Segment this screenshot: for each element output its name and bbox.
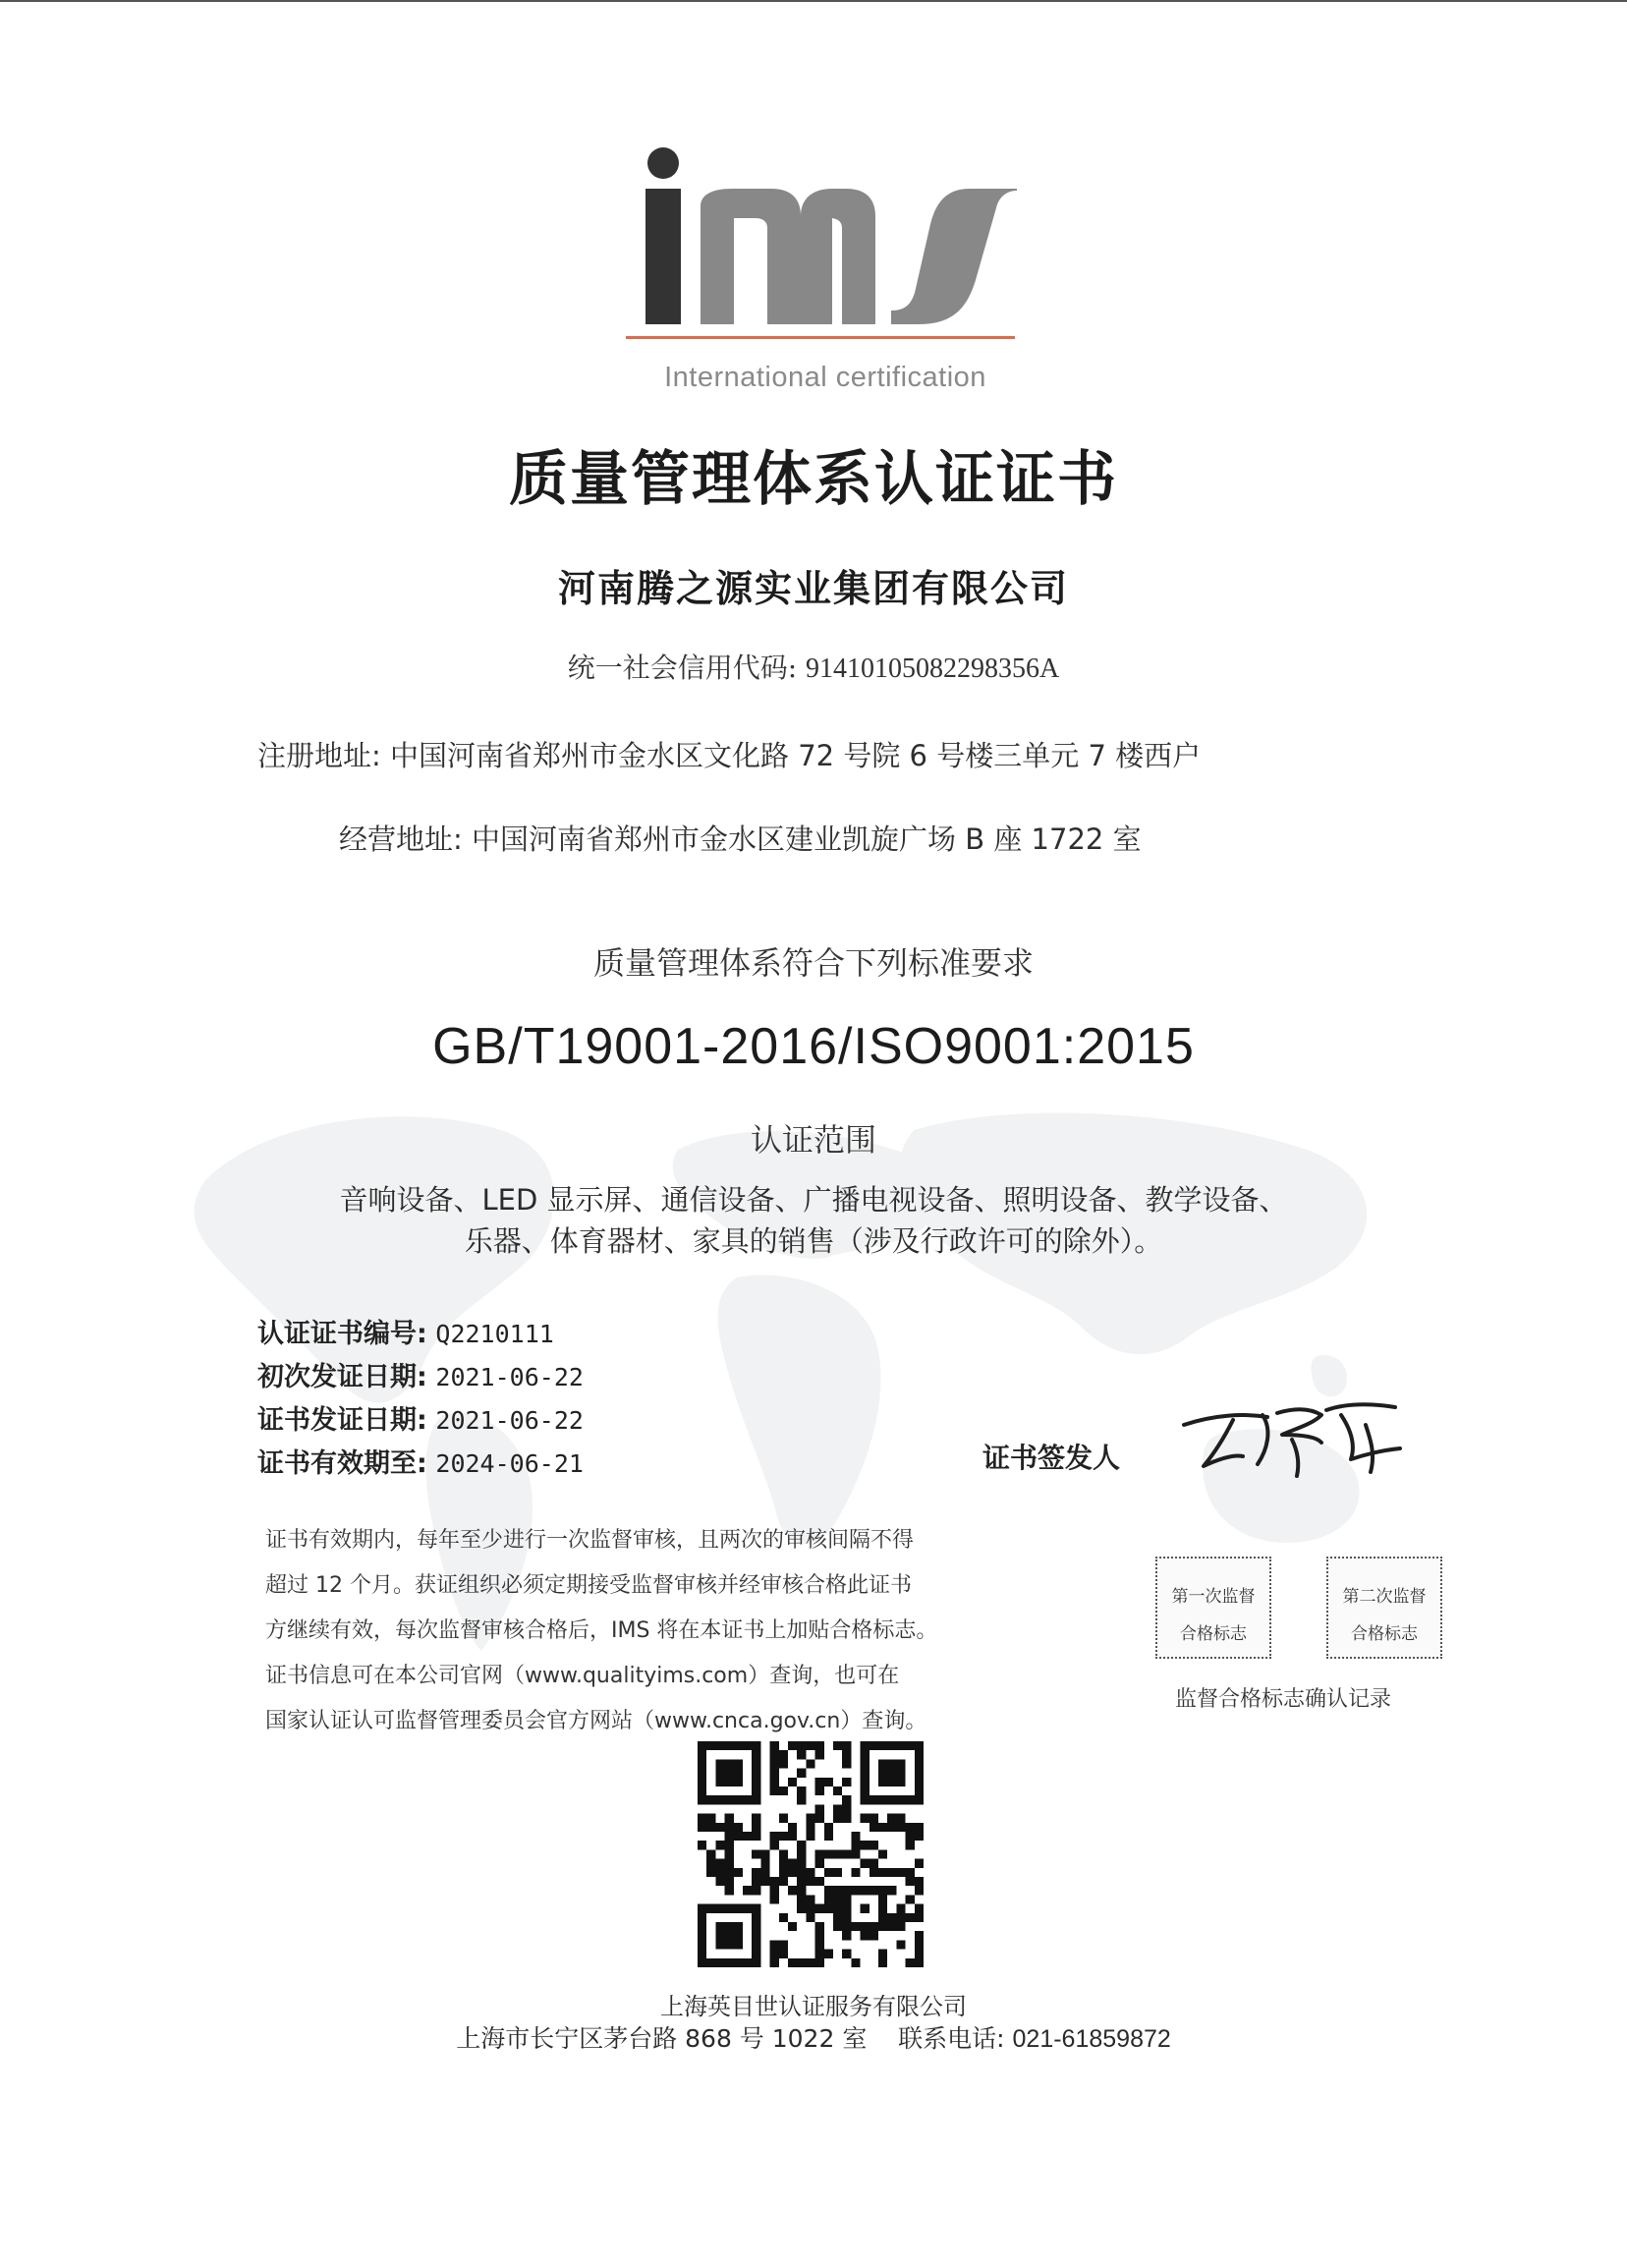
- info-row-first-issue: [257, 1355, 584, 1393]
- scope-text: [226, 1179, 1401, 1262]
- stamp-line: 合格标志: [1180, 1624, 1247, 1644]
- scope-line: 乐器、体育器材、家具的销售（涉及行政许可的除外）。: [464, 1224, 1163, 1258]
- scope-line: 音响设备、LED 显示屏、通信设备、广播电视设备、照明设备、教学设备、: [339, 1183, 1288, 1217]
- note-line: 超过 12 个月。获证组织必须定期接受监督审核并经审核合格此证书: [265, 1573, 912, 1598]
- stamp-line: 合格标志: [1351, 1624, 1418, 1644]
- standard-code: GB/T19001-2016/ISO9001:2015: [432, 1018, 1195, 1075]
- registered-address-value: 中国河南省郑州市金水区文化路 72 号院 6 号楼三单元 7 楼西户: [390, 739, 1202, 772]
- note-line: 国家认证认可监督管理委员会官方网站（www.cnca.gov.cn）查询。: [265, 1709, 927, 1733]
- stamp-line: 第二次监督: [1342, 1587, 1427, 1607]
- footer-company: 上海英目世认证服务有限公司: [660, 1993, 967, 2020]
- info-value: Q2210111: [435, 1320, 554, 1348]
- stamp-second-surveillance: [1326, 1557, 1442, 1659]
- credit-code: [0, 647, 1627, 686]
- handwritten-signature: [1174, 1386, 1410, 1484]
- certificate-title: 质量管理体系认证证书: [509, 445, 1118, 514]
- info-label: 初次发证日期:: [257, 1362, 427, 1392]
- footer-contact: [0, 2019, 1627, 2055]
- note-line: 证书有效期内，每年至少进行一次监督审核，且两次的审核间隔不得: [265, 1528, 915, 1553]
- stamp-first-surveillance: [1155, 1557, 1271, 1659]
- info-value: 2021-06-22: [435, 1363, 584, 1391]
- registered-address: [257, 734, 1201, 774]
- info-row-cert-number: [257, 1312, 554, 1350]
- note-line: 方继续有效，每次监督审核合格后，IMS 将在本证书上加贴合格标志。: [265, 1618, 938, 1643]
- footer-phone: 021-61859872: [1012, 2025, 1171, 2053]
- info-label: 证书有效期至:: [257, 1448, 427, 1479]
- info-row-issue-date: [257, 1398, 584, 1437]
- credit-code-label: 统一社会信用代码:: [567, 652, 798, 684]
- scope-title: 认证范围: [750, 1121, 876, 1159]
- note-line: 证书信息可在本公司官网（www.qualityims.com）查询，也可在: [265, 1664, 900, 1688]
- business-address-label: 经营地址:: [339, 822, 463, 856]
- info-value: 2021-06-22: [435, 1406, 584, 1435]
- business-address: [339, 818, 1142, 858]
- business-address-value: 中国河南省郑州市金水区建业凯旋广场 B 座 1722 室: [472, 822, 1142, 856]
- footer-phone-label: 联系电话:: [898, 2024, 1005, 2053]
- logo-subtitle: International certification: [664, 362, 986, 393]
- stamp-line: 第一次监督: [1171, 1587, 1256, 1607]
- top-border: [0, 0, 1627, 2]
- stamps-caption: 监督合格标志确认记录: [1175, 1687, 1392, 1712]
- info-label: 认证证书编号:: [257, 1319, 427, 1349]
- company-name: 河南腾之源实业集团有限公司: [557, 567, 1069, 610]
- registered-address-label: 注册地址:: [257, 739, 381, 772]
- issuer-label: 证书签发人: [982, 1442, 1121, 1474]
- footer-address: 上海市长宁区茅台路 868 号 1022 室: [456, 2024, 868, 2053]
- qr-code[interactable]: [698, 1741, 924, 1967]
- credit-code-value: 91410105082298356A: [806, 653, 1060, 684]
- info-value: 2024-06-21: [435, 1449, 584, 1478]
- notes: [265, 1518, 1032, 1744]
- standard-lead: 质量管理体系符合下列标准要求: [592, 944, 1034, 982]
- info-row-valid-until: [257, 1442, 584, 1480]
- info-label: 证书发证日期:: [257, 1405, 427, 1436]
